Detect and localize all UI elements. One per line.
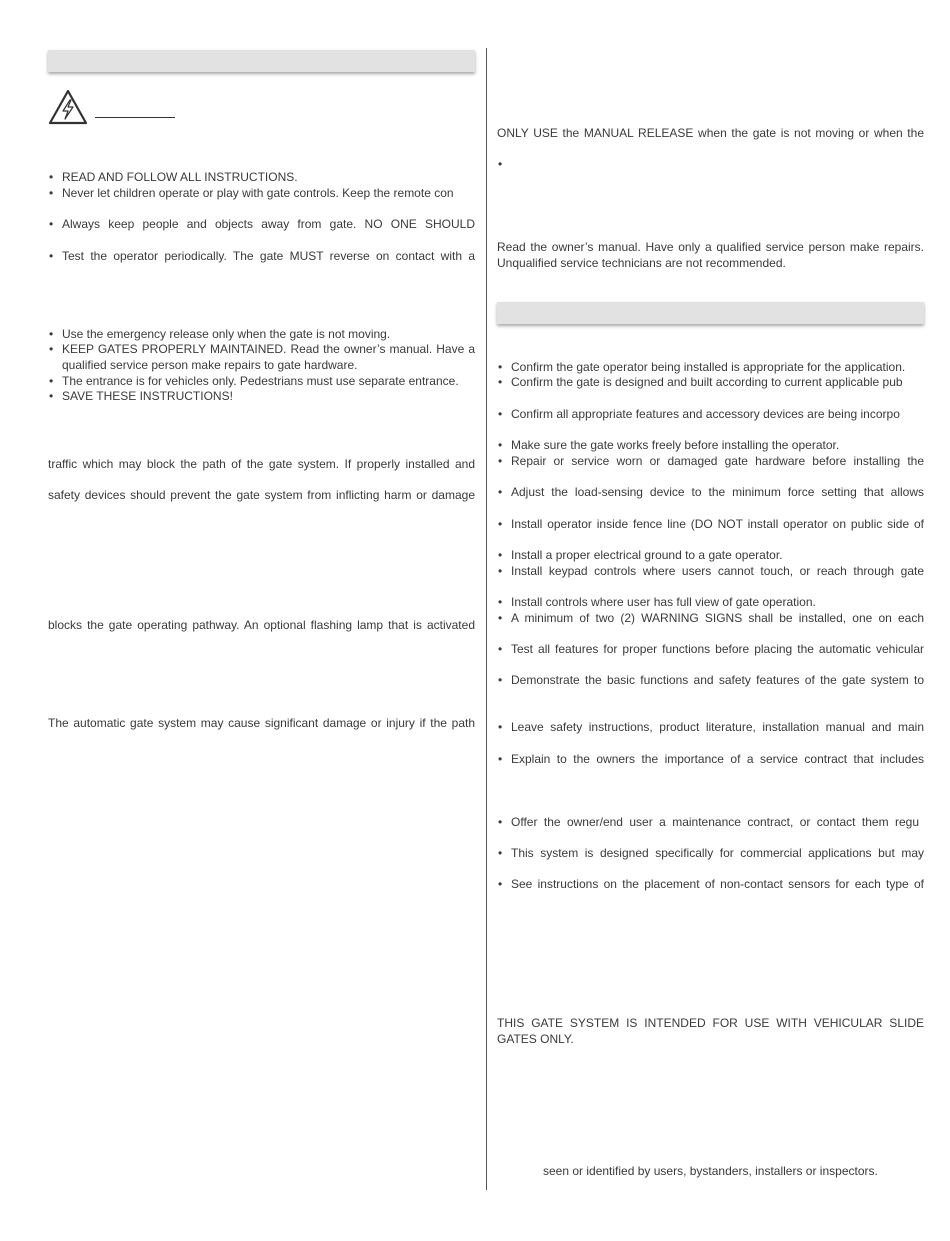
bullet: • bbox=[49, 249, 54, 263]
bullet: • bbox=[49, 217, 54, 231]
bullet: • bbox=[49, 327, 54, 341]
bullet: • bbox=[498, 407, 503, 421]
bullet: • bbox=[498, 846, 503, 860]
left-bullet-test-operator: Test the operator periodically. The gate MUST reverse on contact with a bbox=[62, 249, 475, 263]
right-bullet-gate-works-freely: Make sure the gate works freely before installing the operator. bbox=[511, 438, 840, 452]
right-bullet-demonstrate: Demonstrate the basic functions and safety features of the gate system to bbox=[511, 673, 924, 687]
bullet: • bbox=[498, 673, 503, 687]
right-bullet-confirm-features: Confirm all appropriate features and accessory devices are being incorpo bbox=[511, 407, 900, 421]
left-paragraph-traffic: traffic which may block the path of the gate system. If properly installed and bbox=[48, 457, 475, 471]
left-bullet-children: Never let children operate or play with gate controls. Keep the remote con bbox=[62, 186, 454, 200]
bullet: • bbox=[49, 374, 54, 388]
bullet: • bbox=[498, 375, 503, 389]
bullet: • bbox=[498, 720, 503, 734]
right-bullet-test-features: Test all features for proper functions before placing the automatic vehicular bbox=[511, 642, 924, 656]
left-bullet-read-instructions: READ AND FOLLOW ALL INSTRUCTIONS. bbox=[62, 170, 298, 184]
right-bullet-confirm-gate: Confirm the gate is designed and built according to current applicable pub bbox=[511, 375, 903, 389]
column-divider bbox=[486, 48, 487, 1190]
bullet: • bbox=[498, 438, 503, 452]
bullet: • bbox=[498, 595, 503, 609]
bullet: • bbox=[498, 564, 503, 578]
bullet: • bbox=[49, 170, 54, 184]
right-intended-use-line2: GATES ONLY. bbox=[497, 1032, 574, 1046]
bullet: • bbox=[498, 485, 503, 499]
right-bullet-maintenance-contract: Offer the owner/end user a maintenance contract, or contact them regu bbox=[511, 815, 919, 829]
right-bullet-full-view: Install controls where user has full view of gate operation. bbox=[511, 595, 816, 609]
bullet: • bbox=[498, 360, 503, 374]
right-bullet-confirm-operator: Confirm the gate operator being installed is appropriate for the application. bbox=[511, 360, 906, 374]
left-bullet-vehicles-only: The entrance is for vehicles only. Pedestrians must use separate entrance. bbox=[62, 374, 459, 388]
bullet: • bbox=[498, 517, 503, 531]
right-bullet-repair-hardware: Repair or service worn or damaged gate hardware before installing the bbox=[511, 454, 924, 468]
left-bullet-emergency-release: Use the emergency release only when the gate is not moving. bbox=[62, 327, 391, 341]
right-intended-use-line1: THIS GATE SYSTEM IS INTENDED FOR USE WITH VEHICULAR SLIDE bbox=[497, 1016, 924, 1030]
right-bullet-keypad-controls: Install keypad controls where users cannot touch, or reach through gate bbox=[511, 564, 924, 578]
right-seen-identified-text: seen or identified by users, bystanders, installers or inspectors. bbox=[543, 1164, 878, 1178]
right-owners-manual-line1: Read the owner’s manual. Have only a qualified service person make repairs. bbox=[497, 240, 924, 254]
bullet: • bbox=[498, 454, 503, 468]
bullet: • bbox=[498, 815, 503, 829]
left-paragraph-safety-devices: safety devices should prevent the gate system from inflicting harm or damage bbox=[48, 488, 475, 502]
right-bullet-leave-instructions: Leave safety instructions, product literature, installation manual and main bbox=[511, 720, 924, 734]
warning-heading-underline bbox=[95, 117, 175, 118]
bullet: • bbox=[498, 877, 503, 891]
bullet: • bbox=[498, 611, 503, 625]
right-bullet-electrical-ground: Install a proper electrical ground to a gate operator. bbox=[511, 548, 783, 562]
left-paragraph-blocks: blocks the gate operating pathway. An optional flashing lamp that is activated bbox=[48, 618, 475, 632]
right-bullet-load-sensing: Adjust the load-sensing device to the minimum force setting that allows bbox=[511, 485, 924, 499]
right-bullet-commercial: This system is designed specifically for commercial applications but may bbox=[511, 846, 924, 860]
bullet: • bbox=[498, 752, 503, 766]
right-owners-manual-line2: Unqualified service technicians are not recommended. bbox=[497, 256, 786, 270]
left-bullet-maintained-cont: qualified service person make repairs to gate hardware. bbox=[62, 358, 358, 372]
bullet: • bbox=[49, 389, 54, 403]
right-bullet-fence-line: Install operator inside fence line (DO NOT install operator on public side of bbox=[511, 517, 924, 531]
left-paragraph-automatic: The automatic gate system may cause significant damage or injury if the path bbox=[48, 716, 475, 730]
right-bullet-warning-signs: A minimum of two (2) WARNING SIGNS shall be installed, one on each bbox=[511, 611, 924, 625]
left-bullet-save: SAVE THESE INSTRUCTIONS! bbox=[62, 389, 233, 403]
left-section-header-bar bbox=[48, 50, 475, 72]
bullet: • bbox=[49, 186, 54, 200]
left-bullet-maintained: KEEP GATES PROPERLY MAINTAINED. Read the owner’s manual. Have a bbox=[62, 342, 475, 356]
electrical-hazard-warning-icon bbox=[48, 89, 88, 125]
left-bullet-keep-away: Always keep people and objects away from gate. NO ONE SHOULD bbox=[62, 217, 475, 231]
bullet: • bbox=[498, 157, 503, 171]
right-manual-release-text: ONLY USE the MANUAL RELEASE when the gate is not moving or when the bbox=[497, 126, 924, 140]
bullet: • bbox=[49, 342, 54, 356]
right-bullet-non-contact-sensors: See instructions on the placement of non-contact sensors for each type of bbox=[511, 877, 924, 891]
bullet: • bbox=[498, 548, 503, 562]
bullet: • bbox=[498, 642, 503, 656]
right-section-header-bar bbox=[497, 302, 924, 324]
right-bullet-service-contract: Explain to the owners the importance of a service contract that includes bbox=[511, 752, 924, 766]
